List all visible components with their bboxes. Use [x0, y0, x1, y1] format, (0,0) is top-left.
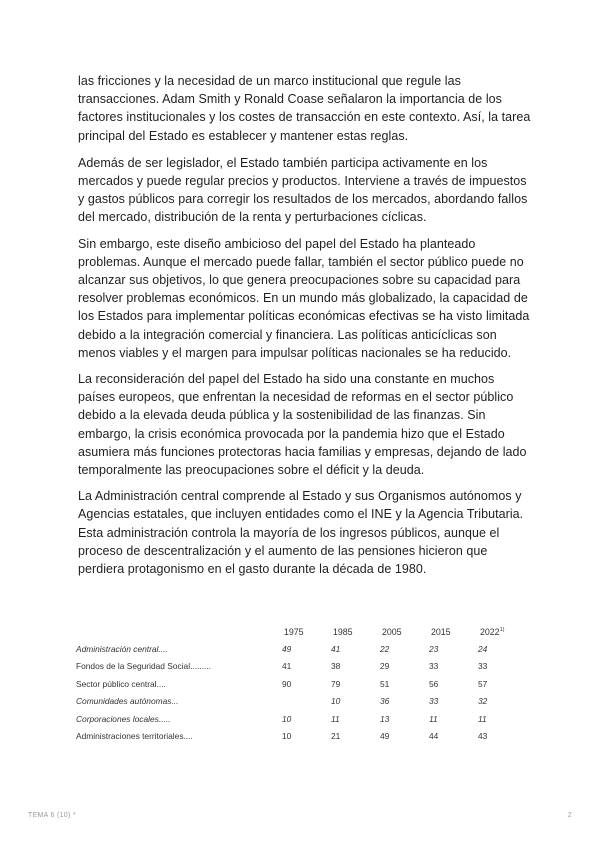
row-label: Administraciones territoriales....	[76, 731, 193, 742]
paragraph: La Administración central comprende al Estado y sus Organismos autónomos y Agencias estatales, que incluyen entidades como el INE y la Agencia Tributaria. Esta administración controla la mayoría de los ingresos públicos, aunque el proceso de descentralización y el aumento de las pensiones hicieron que perdiera protagonismo en el gasto durante la década de 1980.	[78, 489, 524, 577]
row-label: Comunidades autónomas...	[76, 696, 179, 707]
cell-value: 57	[478, 678, 488, 689]
cell-value: 79	[331, 678, 341, 689]
cell-value	[282, 693, 331, 711]
cell-value: 10	[282, 713, 292, 724]
cell-value	[527, 675, 574, 693]
cell-value: 51	[380, 678, 390, 689]
table-row	[76, 658, 574, 676]
paragraph: La reconsideración del papel del Estado ha sido una constante en muchos países europeos, que enfrentan la necesidad de reformas en el sector público debido a la elevada deuda pública y la sostenibilidad de las finanzas. Sin embargo, la crisis económica provocada por la pandemia hizo que el Estado asumiera más funciones protectoras hacia familias y empresas, dejando de lado temporalmente las preocupaciones sobre el déficit y la deuda.	[78, 372, 527, 478]
cell-value: 33	[429, 696, 439, 707]
year-header: 2015	[431, 627, 451, 637]
footnote-marker: 1)	[499, 627, 505, 634]
cell-value: 44	[429, 731, 439, 742]
table-body	[76, 640, 574, 745]
table-row	[76, 675, 574, 693]
row-label: Administración central....	[76, 643, 168, 654]
cell-value: 13	[380, 713, 390, 724]
page-number: 2	[567, 812, 572, 819]
cell-value: 11	[331, 713, 340, 724]
cell-value: 29	[380, 661, 390, 672]
year-label: 2022	[480, 627, 500, 637]
cell-value: 41	[282, 661, 292, 672]
row-label: Fondos de la Seguridad Social.........	[76, 661, 212, 672]
table-row	[76, 710, 574, 728]
cell-value	[527, 710, 574, 728]
paragraph: Además de ser legislador, el Estado también participa activamente en los mercados y puede regular precios y productos. Interviene a través de impuestos y gastos públicos para corregir los resultados de los mercados, abordando fallos del mercado, distribución de la renta y perturbaciones cíclicas.	[78, 155, 528, 225]
spending-table	[76, 624, 574, 745]
year-header-last	[478, 624, 527, 640]
table-header-blank	[76, 624, 282, 640]
table-row	[76, 640, 574, 658]
cell-value	[527, 693, 574, 711]
table-header-row	[76, 624, 574, 640]
cell-value: 24	[478, 643, 488, 654]
paragraph: las fricciones y la necesidad de un marco institucional que regule las transacciones. Adam Smith y Ronald Coase señalaron la importancia de los factores institucionales y los costes de transacción en este contexto. Así, la tarea principal del Estado es establecer y mantener estas reglas.	[78, 74, 531, 143]
row-label: Sector público central....	[76, 678, 166, 689]
cell-value: 41	[331, 643, 341, 654]
cell-value: 43	[478, 731, 488, 742]
cell-value: 11	[478, 713, 487, 724]
cell-value: 10	[282, 731, 292, 742]
cell-value	[527, 658, 574, 676]
cell-value	[527, 640, 574, 658]
year-header: 1975	[284, 627, 304, 637]
table-row	[76, 728, 574, 746]
cell-value: 21	[331, 731, 341, 742]
paragraph: Sin embargo, este diseño ambicioso del papel del Estado ha planteado problemas. Aunque el mercado puede fallar, también el sector público puede no alcanzar sus objetivos, lo que genera preocupaciones sobre su capacidad para resolver problemas económicos. En un mundo más globalizado, la capacidad de los Estados para implementar políticas económicas efectivas se ha visto limitada debido a la integración comercial y financiera. Las políticas anticíclicas son menos viables y el margen para impulsar políticas nacionales se ha reducido.	[78, 236, 530, 360]
cell-value: 38	[331, 661, 341, 672]
cell-value: 11	[429, 713, 438, 724]
body-text	[78, 72, 534, 586]
cell-value: 49	[282, 643, 292, 654]
footer-left: TEMA 6 (10) *	[28, 812, 76, 819]
table-row	[76, 693, 574, 711]
cell-value: 49	[380, 731, 390, 742]
cell-value: 10	[331, 696, 341, 707]
cell-value: 90	[282, 678, 292, 689]
row-label: Corporaciones locales.....	[76, 713, 171, 724]
cell-value: 33	[429, 661, 439, 672]
cell-value: 33	[478, 661, 488, 672]
year-header: 1985	[333, 627, 353, 637]
year-header: 2005	[382, 627, 402, 637]
cell-value: 56	[429, 678, 439, 689]
cell-value: 36	[380, 696, 390, 707]
cell-value: 22	[380, 643, 390, 654]
cell-value	[527, 728, 574, 746]
cell-value: 23	[429, 643, 439, 654]
cell-value: 32	[478, 696, 488, 707]
